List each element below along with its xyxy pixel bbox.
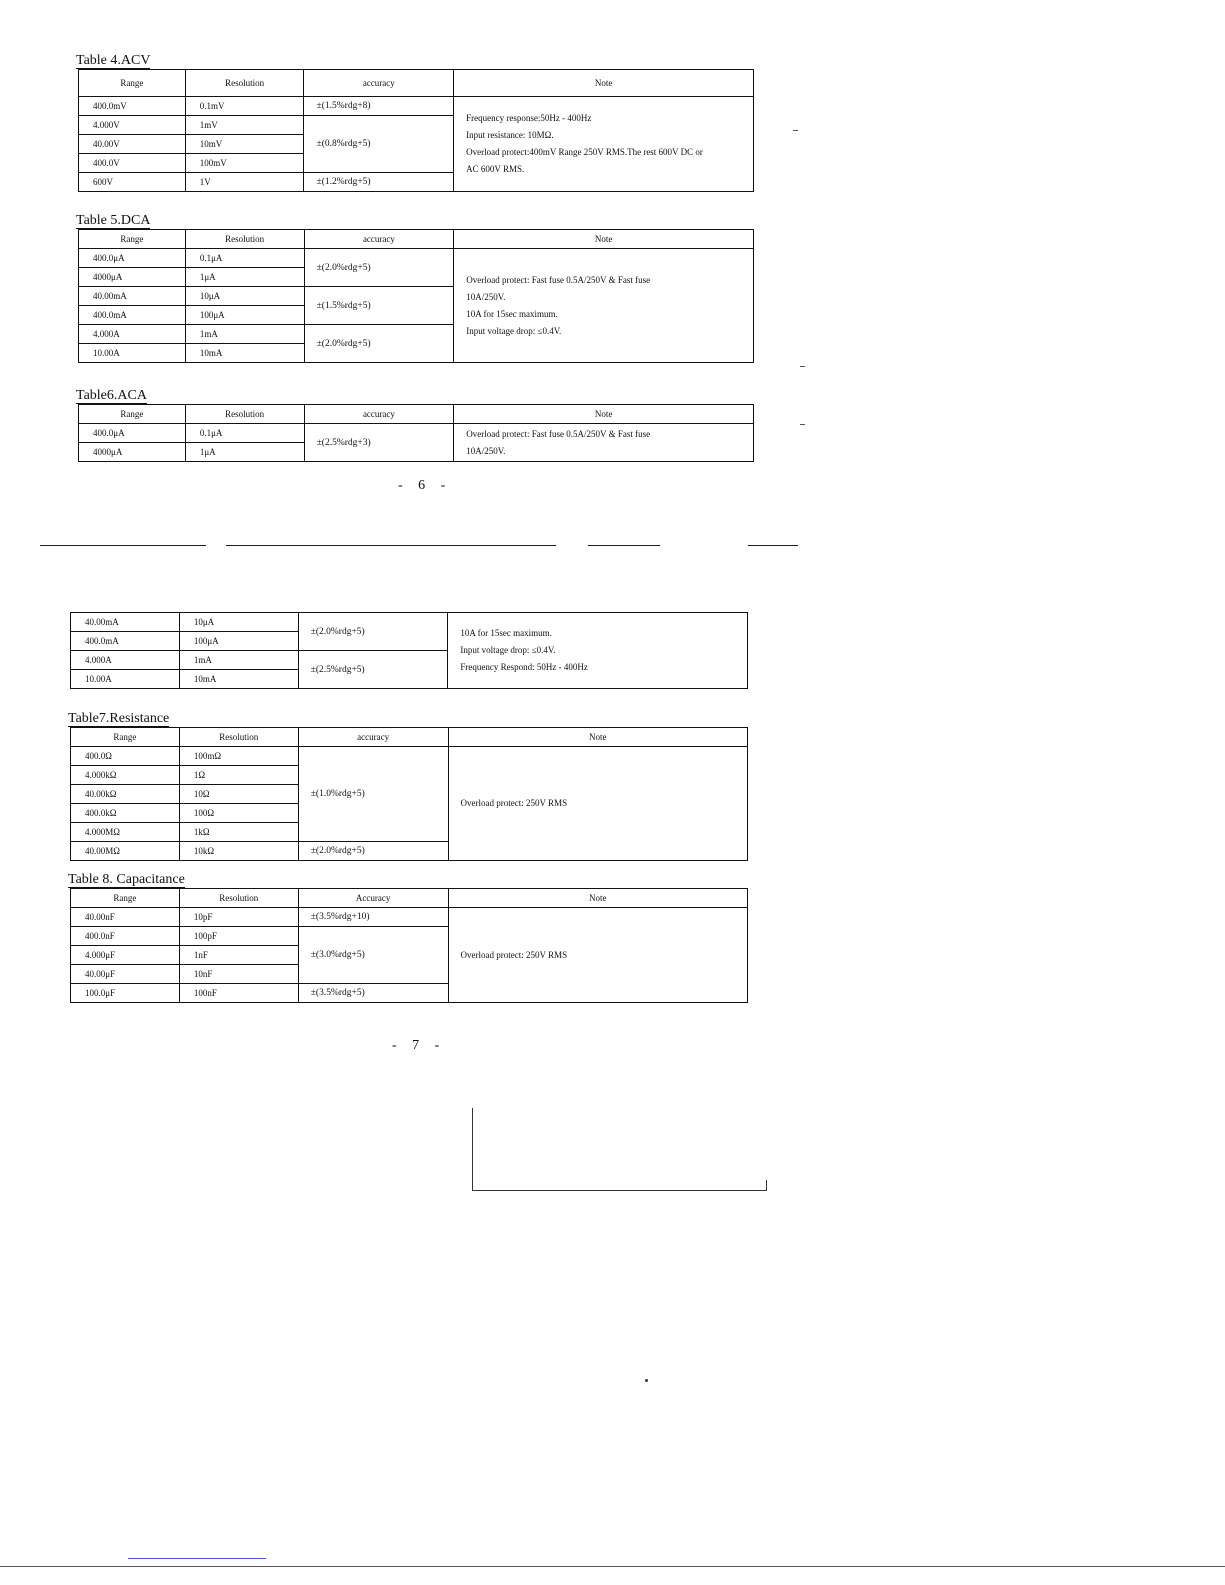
page-separator [748,545,798,546]
cell-resolution: 10μA [179,613,298,632]
cell-resolution: 0.1mV [185,97,304,116]
cell-resolution: 1μA [185,443,304,462]
table5-caption: Table 5.DCA [76,213,151,228]
table4-acv [78,69,754,192]
note-line: 10A/250V. [466,445,506,456]
page-number: - 7 - [392,1038,446,1053]
table-header-row [71,889,748,908]
cell-resolution: 100pF [179,927,298,946]
cell-accuracy: ±(1.0%rdg+5) [298,747,448,842]
page-separator [226,545,556,546]
cell-note: Overload protect: 250V RMS [448,908,747,1003]
header-note: Note [448,728,748,747]
table-row [71,613,748,632]
note-line: Input voltage drop: ≤0.4V. [460,645,556,655]
table7-resistance [70,727,748,861]
cell-resolution: 1Ω [179,766,298,785]
table-row [79,97,754,116]
header-accuracy: accuracy [298,728,448,747]
bottom-blue-line [128,1558,266,1559]
cell-range: 40.00nF [71,908,180,927]
header-note: Note [454,230,754,249]
scan-mark [800,424,805,425]
cell-range: 4000μA [79,443,186,462]
cell-range: 4.000A [79,325,186,344]
header-accuracy: accuracy [304,405,454,424]
cell-resolution: 1mA [185,325,304,344]
table4-caption: Table 4.ACV [76,53,151,68]
note-line: Input resistance: 10MΩ. [466,130,554,140]
table5-dca [78,229,754,363]
header-resolution: Resolution [179,728,298,747]
cell-resolution: 1mA [179,651,298,670]
cell-resolution: 100μA [185,306,304,325]
cell-resolution: 10mV [185,135,304,154]
cell-range: 4.000V [79,116,186,135]
cell-accuracy: ±(2.0%rdg+5) [298,842,448,861]
cell-resolution: 100mV [185,154,304,173]
cell-accuracy: ±(1.5%rdg+5) [304,287,454,325]
header-range: Range [71,728,180,747]
cell-range: 400.0μA [79,424,186,443]
header-resolution: Resolution [185,70,304,97]
cell-range: 40.00kΩ [71,785,180,804]
empty-frame [472,1108,767,1191]
cell-accuracy: ±(3.5%rdg+5) [298,984,448,1003]
cell-range: 600V [79,173,186,192]
cell-accuracy: ±(1.5%rdg+8) [304,97,454,116]
cell-resolution: 10Ω [179,785,298,804]
cell-range: 4.000μF [71,946,180,965]
table8-caption: Table 8. Capacitance [68,872,185,887]
cell-range: 4000μA [79,268,186,287]
table-header-row [71,728,748,747]
cell-range: 40.00mA [71,613,180,632]
cell-resolution: 1V [185,173,304,192]
scan-mark [793,130,798,131]
table-row [79,424,754,443]
cell-range: 40.00mA [79,287,186,306]
header-note: Note [454,70,754,97]
note-line: Overload protect:400mV Range 250V RMS.The rest 600V DC or [466,147,703,157]
cell-note [454,249,754,363]
note-line: Overload protect: Fast fuse 0.5A/250V & Fast fuse [466,428,651,439]
note-line: 10A for 15sec maximum. [460,628,552,638]
scan-mark [800,366,805,367]
cell-range: 400.0Ω [71,747,180,766]
cell-note [454,97,754,192]
cell-accuracy: ±(2.0%rdg+5) [298,613,448,651]
header-accuracy: accuracy [304,70,454,97]
header-accuracy: accuracy [304,230,454,249]
header-resolution: Resolution [185,405,304,424]
cell-resolution: 1nF [179,946,298,965]
cell-resolution: 1μA [185,268,304,287]
cell-resolution: 10nF [179,965,298,984]
cell-resolution: 0.1μA [185,249,304,268]
cell-range: 40.00μF [71,965,180,984]
table6-caption: Table6.ACA [76,388,147,403]
note-line: 10A/250V. [466,291,506,302]
cell-range: 400.0nF [71,927,180,946]
cell-accuracy: ±(3.5%rdg+10) [298,908,448,927]
cell-resolution: 10mA [179,670,298,689]
note-line: Frequency Respond: 50Hz - 400Hz [460,662,588,672]
cell-range: 400.0kΩ [71,804,180,823]
cell-resolution: 1kΩ [179,823,298,842]
cell-accuracy: ±(2.0%rdg+5) [304,325,454,363]
table8-capacitance [70,888,748,1003]
cell-resolution: 0.1μA [185,424,304,443]
table6-aca [78,404,754,462]
header-range: Range [79,230,186,249]
cell-accuracy: ±(0.8%rdg+5) [304,116,454,173]
cell-range: 4.000kΩ [71,766,180,785]
table7-caption: Table7.Resistance [68,711,170,726]
table-header-row [79,405,754,424]
cell-accuracy: ±(1.2%rdg+5) [304,173,454,192]
cell-note [454,424,754,462]
table-header-row [79,230,754,249]
header-range: Range [79,70,186,97]
table-row [79,249,754,268]
scan-dot [645,1379,648,1382]
cell-resolution: 10kΩ [179,842,298,861]
cell-range: 400.0mA [71,632,180,651]
page-separator [588,545,660,546]
cell-range: 10.00A [79,344,186,363]
cell-resolution: 10mA [185,344,304,363]
table-row [71,908,748,927]
cell-range: 400.0mV [79,97,186,116]
note-line: Frequency response:50Hz - 400Hz [466,113,592,123]
note-line: Input voltage drop: ≤0.4V. [466,325,562,336]
cell-range: 40.00MΩ [71,842,180,861]
note-line: Overload protect: Fast fuse 0.5A/250V & Fast fuse [466,274,651,285]
cell-accuracy: ±(2.0%rdg+5) [304,249,454,287]
cell-resolution: 100Ω [179,804,298,823]
header-resolution: Resolution [185,230,304,249]
table-header-row [79,70,754,97]
frame-corner [766,1180,767,1190]
cell-resolution: 100nF [179,984,298,1003]
header-range: Range [79,405,186,424]
cell-accuracy: ±(2.5%rdg+3) [304,424,454,462]
note-line: 10A for 15sec maximum. [466,308,558,319]
cell-range: 10.00A [71,670,180,689]
cell-note [448,613,748,689]
table-row [71,747,748,766]
cell-note: Overload protect: 250V RMS [448,747,748,861]
cell-resolution: 1mV [185,116,304,135]
cell-range: 400.0mA [79,306,186,325]
cell-range: 400.0V [79,154,186,173]
cell-resolution: 100μA [179,632,298,651]
cell-range: 400.0μA [79,249,186,268]
cell-range: 4.000MΩ [71,823,180,842]
page-number: - 6 - [398,478,452,493]
header-accuracy: Accuracy [298,889,448,908]
header-range: Range [71,889,180,908]
header-note: Note [448,889,747,908]
header-note: Note [454,405,754,424]
bottom-edge-line [0,1566,1225,1567]
cell-range: 4.000A [71,651,180,670]
cell-resolution: 10μA [185,287,304,306]
note-line: AC 600V RMS. [466,164,525,174]
cell-accuracy: ±(3.0%rdg+5) [298,927,448,984]
cell-resolution: 100mΩ [179,747,298,766]
cell-range: 100.0μF [71,984,180,1003]
cell-accuracy: ±(2.5%rdg+5) [298,651,448,689]
cell-range: 40.00V [79,135,186,154]
header-resolution: Resolution [179,889,298,908]
table6-aca-continued [70,612,748,689]
page-separator [40,545,206,546]
cell-resolution: 10pF [179,908,298,927]
